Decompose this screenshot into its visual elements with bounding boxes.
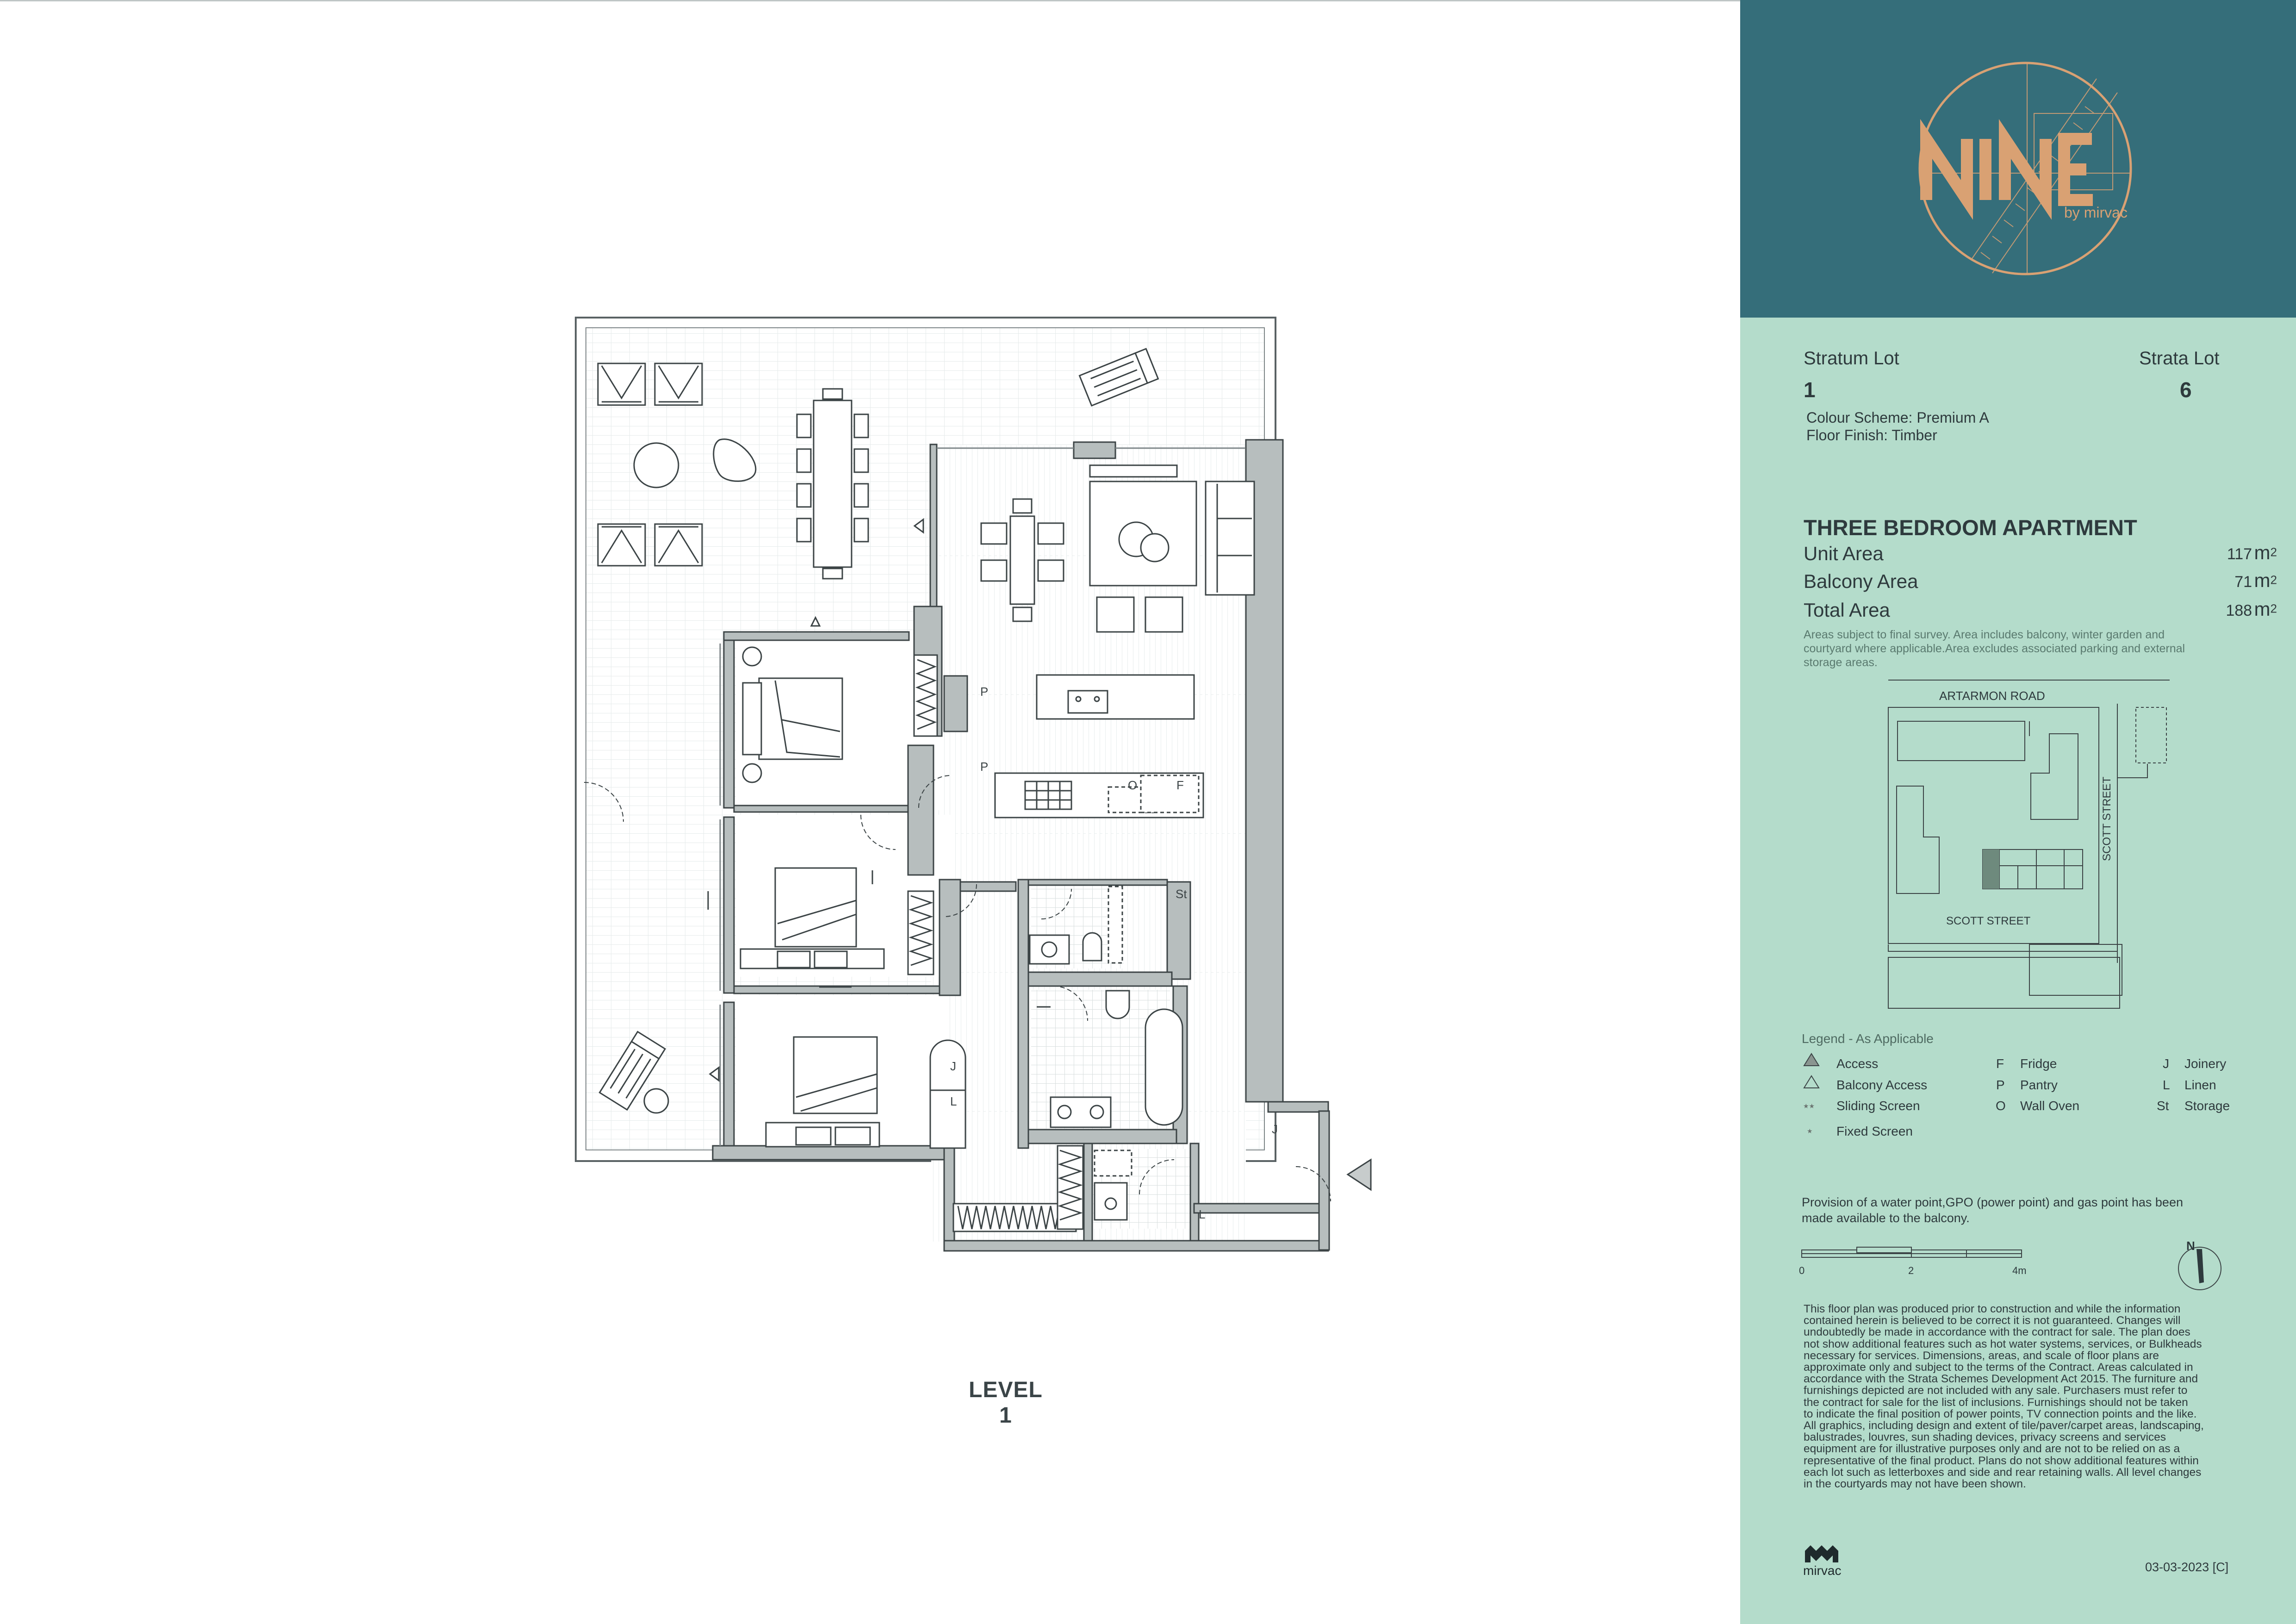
legend-pantry-code: P [1996, 1078, 2005, 1092]
floor-finish: Floor Finish: Timber [1806, 427, 1937, 443]
colour-scheme: Colour Scheme: Premium A [1806, 409, 1989, 426]
code-linen-2: L [1199, 1207, 1206, 1221]
legend-fridge-code: F [1996, 1056, 2004, 1071]
balcony-area-value: 71 $m^2$ [2234, 569, 2277, 591]
legend-access: Access [1836, 1056, 1879, 1071]
legend-oven-code: O [1996, 1099, 2006, 1113]
legend-fridge: Fridge [2020, 1056, 2057, 1071]
legend-storage: Storage [2184, 1099, 2230, 1113]
info-panel [1740, 0, 2296, 1624]
site-road-bottom: SCOTT STREET [1946, 915, 2031, 927]
strata-lot-label: Strata Lot [2139, 348, 2220, 369]
strata-lot-value: 6 [2180, 378, 2192, 402]
balcony-area-label: Balcony Area [1804, 570, 1918, 592]
code-pantry-1: P [980, 685, 989, 699]
entry-access-triangle [1348, 1160, 1371, 1190]
site-road-right: SCOTT STREET [2101, 776, 2113, 861]
legend-linen: Linen [2184, 1078, 2216, 1092]
access-icon [1804, 1054, 1819, 1066]
legend-oven: Wall Oven [2020, 1099, 2080, 1113]
legend-linen-code: L [2163, 1078, 2170, 1092]
site-plan [1740, 676, 2296, 1009]
code-fridge: F [1176, 778, 1184, 792]
scale-2: 2 [1908, 1265, 1914, 1276]
date-code: 03-03-2023 [C] [2145, 1560, 2229, 1574]
scale-0: 0 [1799, 1265, 1805, 1276]
svg-text:by mirvac: by mirvac [2064, 204, 2128, 221]
legend-storage-code: St [2157, 1099, 2169, 1113]
provision-note: Provision of a water point,GPO (power point) and gas point has been made available to the balcony. [1802, 1195, 2183, 1225]
code-pantry-2: P [980, 760, 989, 774]
code-storage: St [1176, 887, 1187, 901]
code-wall-oven: O [1128, 778, 1138, 792]
total-area-value: 188 $m^2$ [2226, 598, 2277, 620]
total-area-label: Total Area [1804, 599, 1890, 621]
sliding-screen-icon: ★★ [1803, 1103, 1815, 1110]
site-road-top: ARTARMON ROAD [1939, 689, 2045, 703]
north-arrow-icon [2178, 1247, 2221, 1290]
code-joinery-1: J [950, 1059, 956, 1073]
disclaimer: This floor plan was produced prior to construction and while the information contained herein is believed to be correct it is not guaranteed. Changes will undoubtedly be made in accordance with the contract for sale. The plan does not show additional features such as hot water systems, services, or Bulkheads necessary for services. Dimensions, areas, and scale of floor plans are approximate only and subject to the terms of the Contract. Areas calculated in accordance with the Strata Schemes Development Act 2015. The furniture and furnishings depicted are not included with any sale. Purchasers must refer to the contract for sale for the list of inclusions. Furnishings should not be taken to indicate the final position of power points, TV connection points and the like. All graphics, including design and extent of tile/paver/carpet areas, landscaping, balustrades, louvres, sun shading devices, privacy screens and services equipment are for illustrative purposes only and are not to be relied on as a representative of the final product. Plans do not show additional features within each lot such as letterboxes and side and rear retaining walls. All level changes in the courtyards may not have been shown. [1804, 1303, 2204, 1491]
stratum-lot-value: 1 [1804, 378, 1816, 402]
stratum-lot-label: Stratum Lot [1804, 348, 1899, 369]
level-label: LEVEL 1 [969, 1378, 1043, 1428]
mirvac-logo [1800, 1542, 1865, 1579]
legend-fixed-screen: Fixed Screen [1836, 1124, 1913, 1138]
unit-area-value: 117 $m^2$ [2227, 542, 2277, 563]
legend-joinery: Joinery [2184, 1056, 2227, 1071]
legend-symbols [1800, 1050, 1823, 1143]
legend-joinery-code: J [2163, 1056, 2169, 1071]
apartment-type: THREE BEDROOM APARTMENT [1804, 515, 2137, 540]
nine-logo [1740, 0, 2296, 318]
brand-header [1740, 0, 2296, 318]
legend-title: Legend - As Applicable [1802, 1031, 1934, 1046]
scale-and-north [1796, 1241, 2259, 1292]
legend-sliding-screen: Sliding Screen [1836, 1099, 1920, 1113]
svg-text:mirvac: mirvac [1803, 1563, 1842, 1578]
balcony-access-icon [1804, 1076, 1819, 1088]
scale-bar [1802, 1247, 2022, 1257]
north-label: N [2186, 1241, 2195, 1253]
code-linen-1: L [950, 1094, 957, 1108]
code-joinery-2: J [1272, 1122, 1278, 1136]
legend-balcony-access: Balcony Access [1836, 1078, 1928, 1092]
fixed-screen-icon: ★ [1807, 1128, 1813, 1135]
legend-pantry: Pantry [2020, 1078, 2058, 1092]
scale-4m: 4m [2012, 1265, 2027, 1276]
unit-area-label: Unit Area [1804, 543, 1884, 564]
area-note: Areas subject to final survey. Area includes balcony, winter garden and courtyard where applicable.Area excludes associated parking and external storage areas. [1804, 628, 2185, 669]
